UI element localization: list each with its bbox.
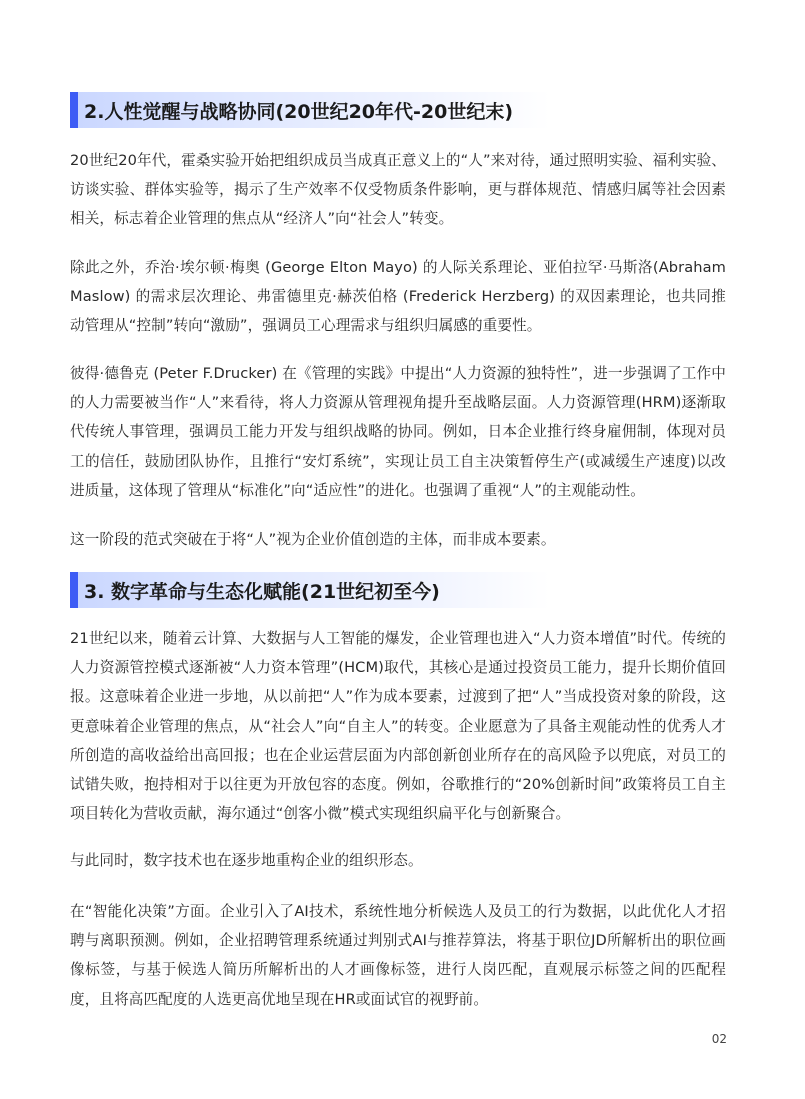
section-heading-2 (70, 92, 550, 128)
paragraph: 21世纪以来，随着云计算、大数据与人工智能的爆发，企业管理也进入“人力资本增值”时代。传统的人力资源管控模式逐渐被“人力资本管理”(HCM)取代，其核心是通过投资员工能力，提升长期价值回报。这意味着企业进一步地，从以前把“人”作为成本要素，过渡到了把“人”当成投资对象的阶段，这更意味着企业管理的焦点，从“社会人”向“自主人”的转变。企业愿意为了具备主观能动性的优秀人才所创造的高收益给出高回报；也在企业运营层面为内部创新创业所存在的高风险予以兜底，对员工的试错失败，抱持相对于以往更为开放包容的态度。例如，谷歌推行的“20%创新时间”政策将员工自主项目转化为营收贡献，海尔通过“创客小微”模式实现组织扁平化与创新聚合。 (70, 630, 726, 823)
paragraph: 这一阶段的范式突破在于将“人”视为企业价值创造的主体，而非成本要素。 (70, 531, 556, 548)
paragraph: 除此之外，乔治·埃尔顿·梅奥 (George Elton Mayo) 的人际关系理论、亚伯拉罕·马斯洛(Abraham Maslow) 的需求层次理论、弗雷德里克·赫茨伯格 (Frederick Herzberg) 的双因素理论，也共同推动管理从“控制”转向“激励”，强调员工心理需求与组织归属感的重要性。 (70, 259, 726, 335)
paragraph: 在“智能化决策”方面。企业引入了AI技术，系统性地分析候选人及员工的行为数据，以此优化人才招聘与离职预测。例如，企业招聘管理系统通过判别式AI与推荐算法，将基于职位JD所解析出的职位画像标签，与基于候选人简历所解析出的人才画像标签，进行人岗匹配，直观展示标签之间的匹配程度，且将高匹配度的人选更高优地呈现在HR或面试官的视野前。 (70, 903, 726, 1008)
heading-accent-bar (70, 92, 78, 128)
section-heading-3 (70, 572, 550, 608)
page-number: 02 (711, 1032, 727, 1046)
section-title: 3. 数字革命与生态化赋能(21世纪初至今) (84, 580, 440, 603)
paragraph: 彼得·德鲁克 (Peter F.Drucker) 在《管理的实践》中提出“人力资源的独特性”，进一步强调了工作中的人力需要被当作“人”来看待，将人力资源从管理视角提升至战略层面。人力资源管理(HRM)逐渐取代传统人事管理，强调员工能力开发与组织战略的协同。例如，日本企业推行终身雇佣制，体现对员工的信任，鼓励团队协作，且推行“安灯系统”，实现让员工自主决策暂停生产(或减缓生产速度)以改进质量，这体现了管理从“标准化”向“适应性”的进化。也强调了重视“人”的主观能动性。 (70, 365, 726, 499)
paragraph: 与此同时，数字技术也在逐步地重构企业的组织形态。 (70, 852, 423, 869)
heading-accent-bar (70, 572, 78, 608)
paragraph: 20世纪20年代，霍桑实验开始把组织成员当成真正意义上的“人”来对待，通过照明实验、福利实验、访谈实验、群体实验等，揭示了生产效率不仅受物质条件影响，更与群体规范、情感归属等社会因素相关，标志着企业管理的焦点从“经济人”向“社会人”转变。 (70, 152, 726, 228)
section-title: 2.人性觉醒与战略协同(20世纪20年代-20世纪末) (84, 100, 514, 123)
